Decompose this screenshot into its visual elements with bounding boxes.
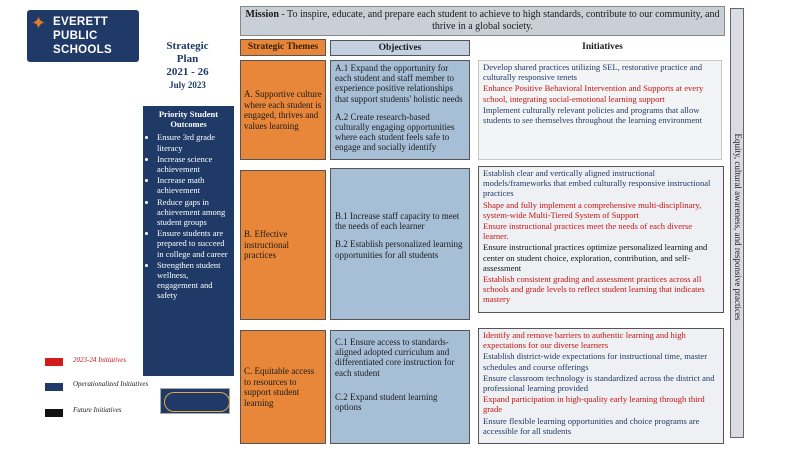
mission-text: - To inspire, educate, and prepare each student to achieve to high standards, contribute to our community, and thrive in a global society. — [281, 9, 720, 32]
initiative-item: Ensure classroom technology is standardized across the district and professional learning provided — [483, 372, 715, 394]
secondary-logo — [160, 388, 230, 414]
initiative-item: Expand participation in high-quality early learning through third grade — [483, 394, 705, 415]
theme-a: A. Supportive culture where each student is engaged, thrives and values learning — [240, 60, 326, 160]
objective-a2: A.2 Create research-based culturally engaging opportunities where each student feels safe to engage and socially identify — [335, 111, 455, 153]
legend-label-blue: Operationalized Initiatives — [73, 380, 149, 388]
initiative-item: Identify and remove barriers to authentic learning and high expectations for our diverse learners — [483, 330, 686, 351]
objective-c1: C.1 Ensure access to standards-aligned adopted curriculum and differentiated core instruction for each student — [335, 337, 455, 378]
mission-label: Mission — [245, 9, 279, 20]
initiative-item: Establish consistent grading and assessment practices across all schools and grade levels to reflect student learning that indicates mastery — [483, 274, 705, 305]
legend-swatch-blue — [45, 383, 63, 391]
logo-text: EVERETT PUBLIC SCHOOLS — [53, 16, 112, 56]
priority-outcomes-panel — [143, 106, 234, 376]
header-strategic-themes: Strategic Themes — [240, 39, 326, 56]
list-item: • Strengthen student wellness, engagement and safety — [157, 260, 230, 301]
theme-c: C. Equitable access to resources to support student learning — [240, 330, 326, 444]
initiative-item: Establish clear and vertically aligned instructional models/frameworks that embed culturally responsive instructional practices — [483, 168, 711, 199]
initiative-item: Ensure flexible learning opportunities and choice programs are accessible for all students — [483, 415, 700, 436]
plan-title: Strategic Plan 2021 - 26 July 2023 — [140, 40, 235, 100]
logo-ring-icon — [164, 392, 230, 412]
initiative-item: Establish district-wide expectations for instructional time, master schedules and course offerings — [483, 351, 708, 372]
list-item: • Increase math achievement — [157, 175, 230, 195]
header-objectives: Objectives — [330, 40, 470, 56]
outcomes-title: Priority Student Outcomes — [158, 109, 219, 130]
theme-b: B. Effective instructional practices — [240, 170, 326, 320]
initiatives-a — [478, 60, 722, 160]
list-item: • Ensure 3rd grade literacy — [157, 132, 230, 152]
mission-statement — [240, 6, 725, 36]
list-item: • Ensure students are prepared to succeed in college and career — [157, 228, 230, 259]
initiatives-b — [478, 166, 724, 313]
initiative-item: Implement culturally relevant policies and programs that allow students to see themselves throughout the learning environment — [483, 104, 702, 126]
objective-c2: C.2 Expand student learning options — [335, 391, 438, 413]
objectives-c — [330, 330, 470, 444]
header-initiatives: Initiatives — [480, 40, 725, 56]
legend-swatch-black — [45, 409, 63, 417]
objective-a1: A.1 Expand the opportunity for each student and staff member to experience positive relationships that support students' holistic needs — [335, 63, 463, 104]
objective-b2: B.2 Establish personalized learning opportunities for all students — [335, 239, 463, 260]
initiative-item: Enhance Positive Behavioral Intervention and Supports at every school, integrating social-emotional learning support — [483, 83, 704, 104]
initiatives-c — [478, 328, 724, 444]
legend-swatch-red — [45, 358, 63, 366]
objectives-a — [330, 60, 470, 160]
everett-logo — [27, 10, 139, 62]
initiative-item: Ensure instructional practices meet the needs of each diverse learner. — [483, 221, 693, 242]
list-item: • Increase science achievement — [157, 154, 230, 174]
legend-label-red: 2023-24 Initiatives — [73, 356, 127, 364]
equity-bar-label: Equity, cultural awareness, and responsive practices — [733, 133, 743, 321]
legend-label-black: Future Initiatives — [73, 406, 122, 414]
list-item: • Reduce gaps in achievement among student groups — [157, 197, 230, 228]
objective-b1: B.1 Increase staff capacity to meet the needs of each learner — [335, 211, 460, 232]
plan-date: July 2023 — [169, 80, 206, 90]
objectives-b — [330, 168, 470, 320]
initiative-item: Ensure instructional practices optimize personalized learning and center on student choice, exploration, contribution, and self-assessment — [483, 242, 708, 273]
star-icon: ✦ — [31, 13, 47, 33]
outcomes-list — [147, 132, 230, 300]
initiative-item: Develop shared practices utilizing SEL, restorative practice and culturally responsive tenets — [483, 62, 703, 83]
initiative-item: Shape and fully implement a comprehensive multi-disciplinary, system-wide Multi-Tiered System of Support — [483, 199, 702, 220]
